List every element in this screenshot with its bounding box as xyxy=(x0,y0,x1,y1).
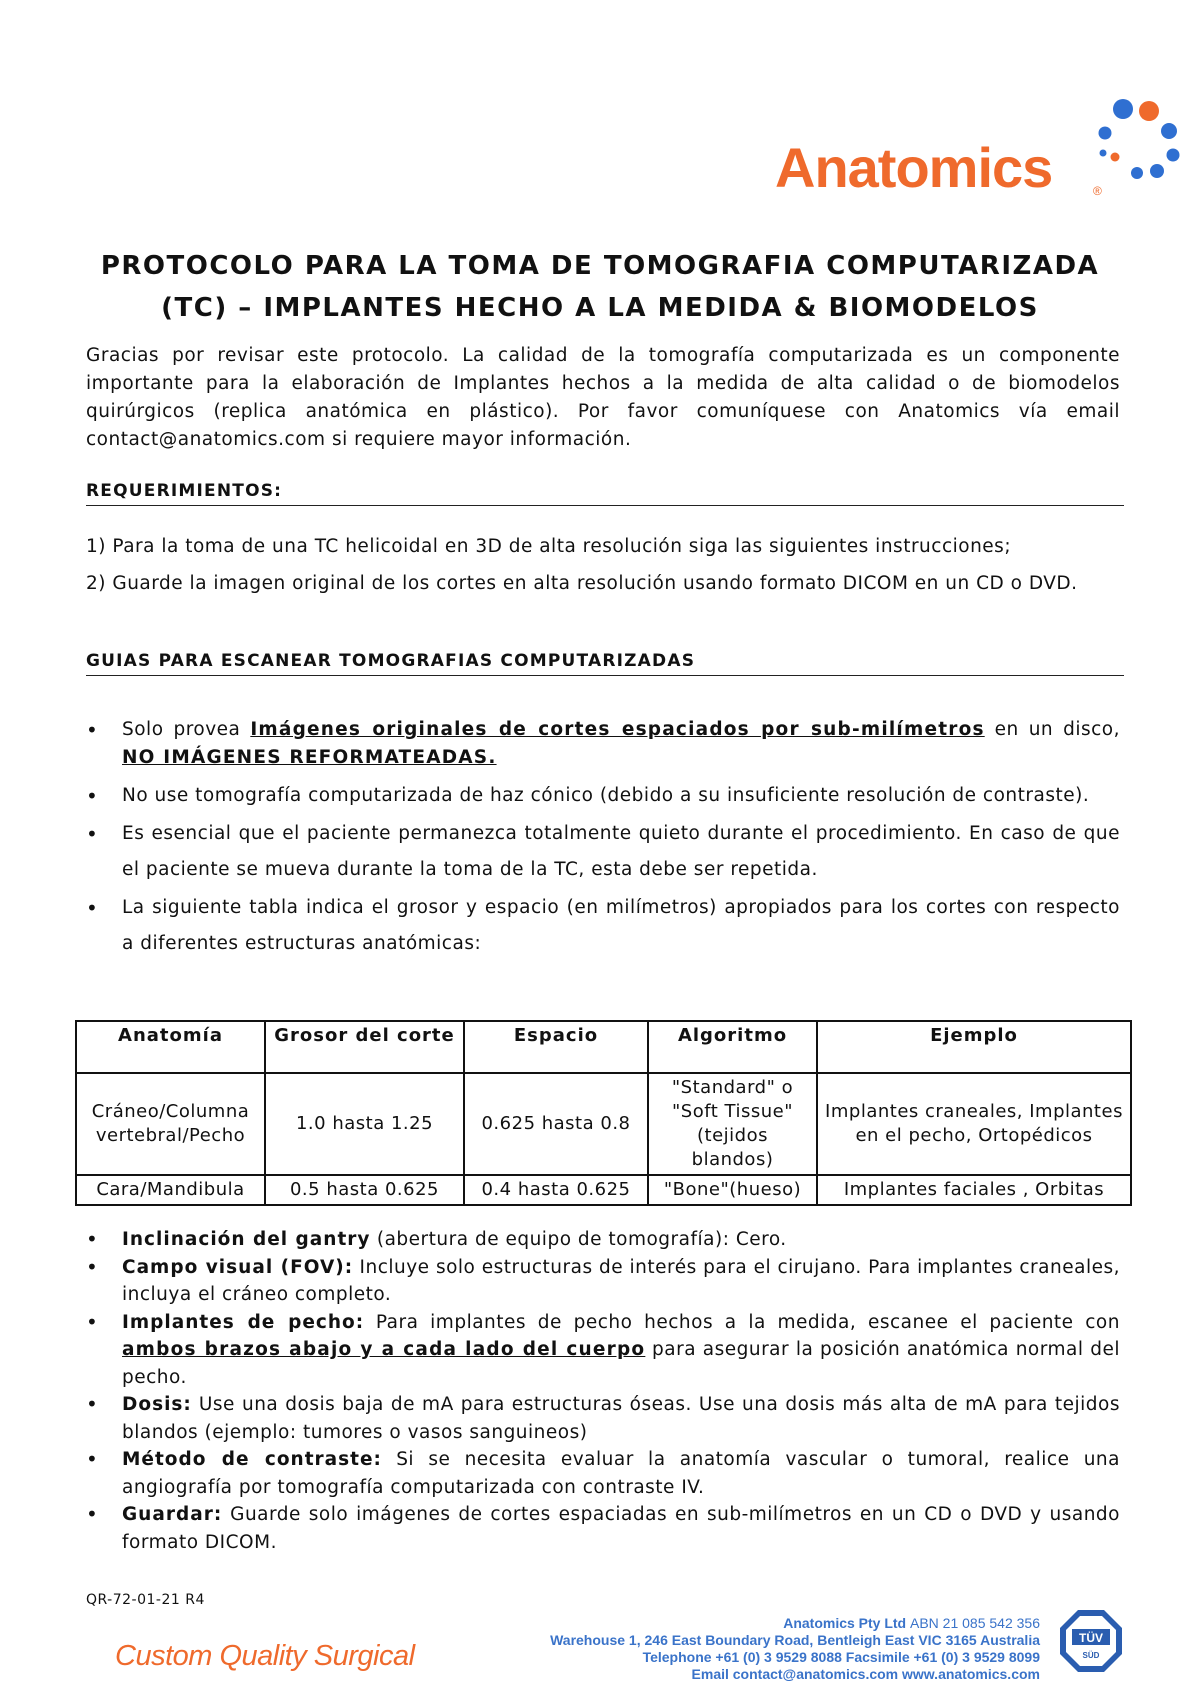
logo-dots-icon xyxy=(1085,95,1195,205)
table-cell: "Standard" o "Soft Tissue"(tejidos blandos) xyxy=(648,1073,817,1175)
list-item: • Es esencial que el paciente permanezca totalmente quieto durante el procedimiento. En caso de que el paciente se mueva durante la toma de la TC, esta debe ser repetida. xyxy=(86,816,1120,888)
table-row xyxy=(76,1175,1131,1205)
table-cell: Cráneo/Columna vertebral/Pecho xyxy=(76,1073,265,1175)
badge-bottom-text: SÜD xyxy=(1082,1651,1100,1660)
bullet-icon: • xyxy=(86,822,99,846)
list-item: • Inclinación del gantry (abertura de equipo de tomografía): Cero. xyxy=(86,1226,1120,1254)
table-cell: "Bone"(hueso) xyxy=(648,1175,817,1205)
title-line-2: (TC) – IMPLANTES HECHO A LA MEDIDA & BIOMODELOS xyxy=(161,293,1039,323)
footer-email[interactable]: Email contact@anatomics.com www.anatomics.com xyxy=(691,1666,1040,1682)
list-item: • Campo visual (FOV): Incluye solo estructuras de interés para el cirujano. Para implantes craneales, incluya el cráneo completo. xyxy=(86,1254,1120,1305)
table-header: Espacio xyxy=(464,1021,648,1073)
table-header: Anatomía xyxy=(76,1021,265,1073)
document-code: QR-72-01-21 R4 xyxy=(86,1592,205,1608)
bullet-icon: • xyxy=(86,896,99,920)
table-cell: 0.4 hasta 0.625 xyxy=(464,1175,648,1205)
list-item: • Solo provea Imágenes originales de cortes espaciados por sub-milímetros en un disco, NO IMÁGENES REFORMATEADAS. xyxy=(86,718,1120,768)
table-header: Grosor del corte xyxy=(265,1021,464,1073)
table-cell: 1.0 hasta 1.25 xyxy=(265,1073,464,1175)
footer-contact xyxy=(480,1615,1040,1683)
company-name: Anatomics Pty Ltd xyxy=(783,1615,907,1631)
list-item: • Implantes de pecho: Para implantes de pecho hechos a la medida, escanee el paciente con ambos brazos abajo y a cada lado del cuerpo para asegurar la posición anatómica normal del pecho. xyxy=(86,1309,1120,1388)
footer-phone: Telephone +61 (0) 3 9529 8088 Facsimile +61 (0) 3 9529 8099 xyxy=(642,1649,1040,1665)
table-header: Algoritmo xyxy=(648,1021,817,1073)
list-item: • La siguiente tabla indica el grosor y espacio (en milímetros) apropiados para los cortes con respecto a diferentes estructuras anatómicas: xyxy=(86,890,1120,962)
guides-heading: GUIAS PARA ESCANEAR TOMOGRAFIAS COMPUTARIZADAS xyxy=(86,651,1124,676)
bullet-icon: • xyxy=(86,784,99,808)
table-cell: 0.625 hasta 0.8 xyxy=(464,1073,648,1175)
table-cell: Implantes craneales, Implantes en el pecho, Ortopédicos xyxy=(817,1073,1131,1175)
table-cell: Cara/Mandibula xyxy=(76,1175,265,1205)
bullet-icon: • xyxy=(86,1309,99,1334)
table-header-row xyxy=(76,1021,1131,1073)
table-header: Ejemplo xyxy=(817,1021,1131,1073)
list-item: • Guardar: Guarde solo imágenes de cortes espaciadas en sub-milímetros en un CD o DVD y usando formato DICOM. xyxy=(86,1502,1120,1553)
guides-list xyxy=(86,716,1120,964)
requirement-item: 1) Para la toma de una TC helicoidal en 3D de alta resolución siga las siguientes instrucciones; xyxy=(86,536,1012,557)
bullet-icon: • xyxy=(86,1254,99,1279)
footer-address: Warehouse 1, 246 East Boundary Road, Bentleigh East VIC 3165 Australia xyxy=(550,1632,1040,1648)
ct-parameters-table xyxy=(75,1020,1132,1206)
table-cell: 0.5 hasta 0.625 xyxy=(265,1175,464,1205)
requirement-item: 2) Guarde la imagen original de los cortes en alta resolución usando formato DICOM en un CD o DVD. xyxy=(86,573,1078,594)
badge-top-text: TÜV xyxy=(1079,1631,1103,1645)
tuv-certification-badge-icon xyxy=(1058,1608,1124,1674)
bullet-icon: • xyxy=(86,1227,99,1251)
logo-word: Anatomics xyxy=(775,136,1053,199)
requirements-heading: REQUERIMIENTOS: xyxy=(86,481,1124,506)
logo-registered-mark: ® xyxy=(1093,184,1102,198)
bullet-icon: • xyxy=(86,1447,99,1471)
page-title xyxy=(60,245,1140,329)
table-cell: Implantes faciales , Orbitas xyxy=(817,1175,1131,1205)
list-item: • No use tomografía computarizada de haz cónico (debido a su insuficiente resolución de contraste). xyxy=(86,778,1120,814)
list-item: • Método de contraste: Si se necesita evaluar la anatomía vascular o tumoral, realice una angiografía por tomografía computarizada con contraste IV. xyxy=(86,1447,1120,1498)
bullet-icon: • xyxy=(86,1392,99,1416)
bullet-icon: • xyxy=(86,718,99,742)
footer-company-line xyxy=(480,1615,1040,1632)
parameters-list xyxy=(86,1226,1120,1556)
intro-paragraph: Gracias por revisar este protocolo. La calidad de la tomografía computarizada es un componente importante para la elaboración de Implantes hechos a la medida de alta calidad o de biomodelos quirúrgicos (replica anatómica en plástico). Por favor comuníquese con Anatomics vía email contact@anatomics.com si requiere mayor información. xyxy=(86,345,1120,450)
title-line-1: PROTOCOLO PARA LA TOMA DE TOMOGRAFIA COMPUTARIZADA xyxy=(100,251,1100,281)
footer-tagline: Custom Quality Surgical xyxy=(115,1640,415,1672)
company-abn: ABN 21 085 542 356 xyxy=(910,1615,1040,1631)
bullet-icon: • xyxy=(86,1502,99,1526)
list-item: • Dosis: Use una dosis baja de mA para estructuras óseas. Use una dosis más alta de mA para tejidos blandos (ejemplo: tumores o vasos sanguineos) xyxy=(86,1392,1120,1443)
anatomics-logo xyxy=(775,135,1052,200)
table-row xyxy=(76,1073,1131,1175)
